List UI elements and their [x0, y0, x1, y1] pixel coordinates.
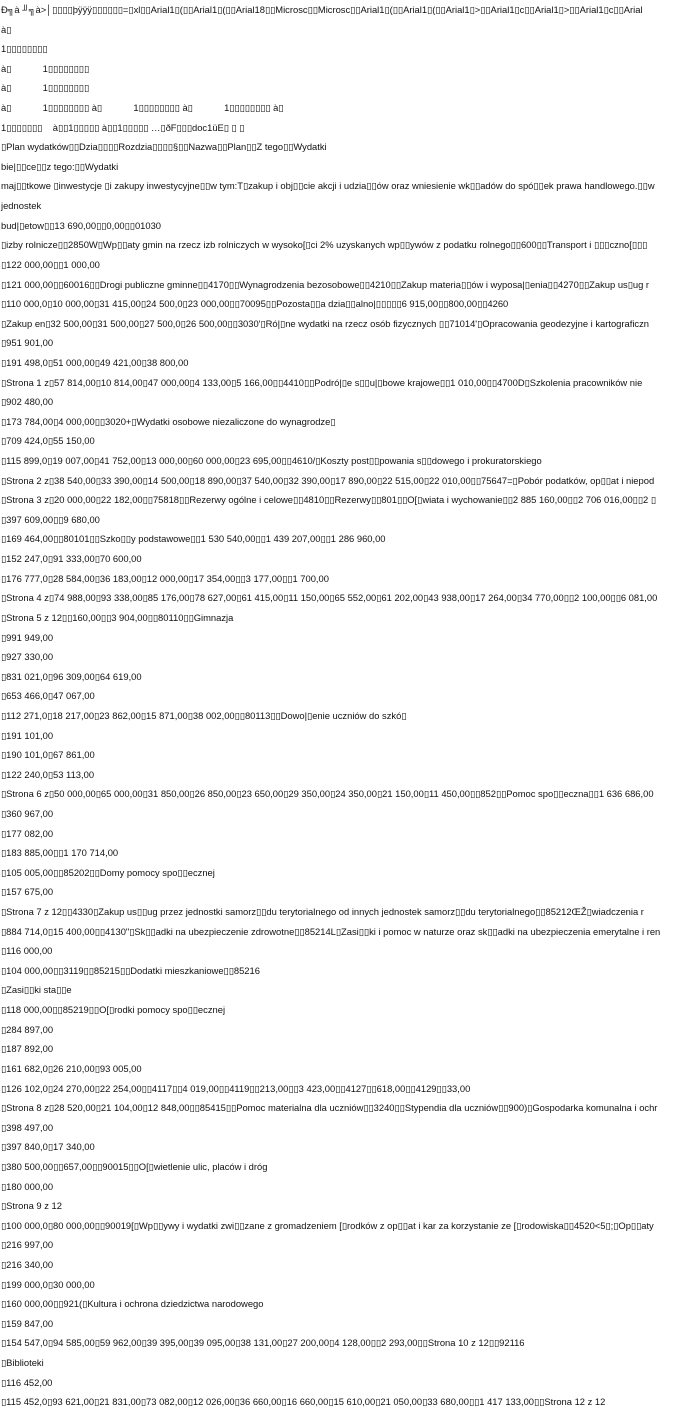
text-line: ▯991 949,00	[1, 631, 54, 643]
text-line: 1▯▯▯▯▯▯▯▯	[1, 43, 48, 55]
text-line: maj▯▯tkowe ▯inwestycje ▯i zakupy inwestycyjne▯▯w tym:T▯zakup i obj▯▯cie akcji i udzia▯▯ów oraz wniesienie wk▯▯adów do spó▯▯ek prawa handlowego.▯▯w	[1, 180, 655, 192]
text-line: 1▯▯▯▯▯▯▯ à▯▯1▯▯▯▯▯ à▯▯1▯▯▯▯▯ …▯ðF▯▯▯doc1üE▯ ▯ ▯	[1, 121, 245, 133]
text-line: bie|▯▯ce▯▯z tego:▯▯Wydatki	[1, 160, 119, 172]
text-line: ▯884 714,0▯15 400,00▯▯4130"▯Sk▯▯adki na ubezpieczenie zdrowotne▯▯85214L▯Zasi▯▯ki i pomoc w naturze oraz sk▯▯adki na ubezpieczenia emerytalne i ren	[1, 925, 661, 937]
text-line: ▯951 901,00	[1, 337, 54, 349]
text-line: ▯927 330,00	[1, 651, 54, 663]
text-line: ▯Strona 8 z▯28 520,00▯21 104,00▯12 848,00▯▯85415▯▯Pomoc materialna dla uczniów▯▯3240▯▯Stypendia dla uczniów▯▯900)▯Gospodarka komunalna i ochr	[1, 1102, 658, 1114]
text-line: ▯Strona 6 z▯50 000,00▯65 000,00▯31 850,00▯26 850,00▯23 650,00▯29 350,00▯24 350,00▯21 150,00▯11 450,00▯▯852▯▯Pomoc spo▯▯eczna▯▯1 636 686,00	[1, 788, 654, 800]
text-line: ▯Strona 9 z 12	[1, 1200, 62, 1212]
text-line: ▯122 240,0▯53 113,00	[1, 768, 95, 780]
text-line: ▯161 682,0▯26 210,00▯93 005,00	[1, 1062, 142, 1074]
text-line: ▯397 840,0▯17 340,00	[1, 1141, 95, 1153]
text-line: ▯159 847,00	[1, 1317, 54, 1329]
text-line: à▯ 1▯▯▯▯▯▯▯▯	[1, 62, 90, 74]
text-line: ▯Strona 3 z▯20 000,00▯22 182,00▯▯75818▯▯Rezerwy ogólne i celowe▯▯4810▯▯Rezerwy▯▯801▯▯O[▯wiata i wychowanie▯▯2 885 160,00▯▯2 706 016,00▯▯2 ▯	[1, 494, 656, 506]
text-line: ▯190 101,0▯67 861,00	[1, 749, 95, 761]
text-line: ▯173 784,00▯4 000,00▯▯3020+▯Wydatki osobowe niezaliczone do wynagrodze▯	[1, 415, 336, 427]
text-line: bud|▯etow▯▯13 690,00▯▯0,00▯▯01030	[1, 219, 162, 231]
text-line: ▯191 101,00	[1, 729, 54, 741]
text-line: ▯380 500,00▯▯657,00▯▯90015▯▯O[▯wietlenie ulic, placów i dróg	[1, 1160, 268, 1172]
text-line: ▯112 271,0▯18 217,00▯23 862,00▯15 871,00▯38 002,00▯▯80113▯▯Dowo|▯enie uczniów do szkó▯	[1, 709, 407, 721]
text-line: ▯397 609,00▯▯9 680,00	[1, 513, 100, 525]
text-line: ▯653 466,0▯47 067,00	[1, 690, 95, 702]
text-line: ▯115 452,0▯93 621,00▯21 831,00▯73 082,00▯12 026,00▯36 660,00▯16 660,00▯15 610,00▯21 050,00▯33 680,00▯▯1 417 133,00▯▯Strona 12 z 12	[1, 1396, 606, 1408]
text-line: ▯284 897,00	[1, 1023, 54, 1035]
text-line: ▯116 452,00	[1, 1376, 53, 1388]
text-line: Ð╗à ╜╗à>│▯▯▯▯þÿÿÿ▯▯▯▯▯▯=▯xl▯▯Arial1▯(▯▯Arial1▯(▯▯Arial18▯▯Microsc▯▯Microsc▯▯Arial1▯(▯▯Arial1▯(▯▯Arial1▯>▯▯Arial1▯c▯▯Arial1▯>▯▯Arial1▯c▯▯Arial	[1, 4, 643, 15]
text-line: ▯Zakup en▯32 500,00▯31 500,00▯27 500,0▯26 500,00▯▯3030'▯Ró|▯ne wydatki na rzecz osób fizycznych ▯▯71014'▯Opracowania geodezyjne i kartograficzn	[1, 317, 650, 329]
text-line: ▯Strona 2 z▯38 540,00▯33 390,00▯14 500,00▯18 890,00▯37 540,00▯32 390,00▯17 890,00▯22 515,00▯22 010,00▯▯75647=▯Pobór podatków, op▯▯at i niepod	[1, 474, 655, 486]
text-line: ▯Zasi▯▯ki sta▯▯e	[1, 984, 72, 996]
text-line: ▯152 247,0▯91 333,00▯70 600,00	[1, 553, 142, 565]
text-line: ▯110 000,0▯10 000,00▯31 415,00▯24 500,0▯23 000,00▯▯70095▯▯Pozosta▯▯a dzia▯▯alno|▯▯▯▯▯6 915,00▯▯800,00▯▯4260	[1, 298, 509, 310]
text-line: ▯398 497,00	[1, 1121, 54, 1133]
text-line: ▯118 000,00▯▯85219▯▯O[▯rodki pomocy spo▯▯ecznej	[1, 1004, 226, 1016]
text-line: ▯183 885,00▯▯1 170 714,00	[1, 847, 119, 859]
text-line: ▯100 000,0▯80 000,00▯▯90019[▯Wp▯▯ywy i wydatki zwi▯▯zane z gromadzeniem [▯rodków z op▯▯at i kar za korzystanie ze [▯rodowiska▯▯4520<5▯;▯Op▯▯aty	[1, 1219, 654, 1231]
text-line: ▯Strona 7 z 12▯▯4330▯Zakup us▯▯ug przez jednostki samorz▯▯du terytorialnego od innych jednostek samorz▯▯du terytorialnego▯▯85212ŒŽ▯wiadczenia r	[1, 906, 644, 918]
text-line: ▯126 102,0▯24 270,00▯22 254,00▯▯4117▯▯4 019,00▯▯4119▯▯213,00▯▯3 423,00▯▯4127▯▯618,00▯▯4129▯▯33,00	[1, 1082, 471, 1094]
text-line: ▯199 000,0▯30 000,00	[1, 1278, 95, 1290]
text-line: ▯831 021,0▯96 309,00▯64 619,00	[1, 670, 142, 682]
text-line: ▯902 480,00	[1, 396, 54, 408]
text-line: ▯709 424,0▯55 150,00	[1, 435, 95, 447]
text-line: ▯216 340,00	[1, 1259, 54, 1270]
text-line: ▯360 967,00	[1, 807, 54, 819]
text-line: ▯187 892,00	[1, 1043, 54, 1055]
text-line: ▯160 000,00▯▯921(▯Kultura i ochrona dziedzictwa narodowego	[1, 1298, 264, 1310]
text-line: ▯180 000,00	[1, 1180, 54, 1192]
text-line: à▯ 1▯▯▯▯▯▯▯▯	[1, 82, 90, 94]
text-line: ▯216 997,00	[1, 1239, 54, 1251]
text-line: ▯177 082,00	[1, 827, 54, 839]
text-line: ▯157 675,00	[1, 886, 54, 898]
text-line: ▯105 005,00▯▯85202▯▯Domy pomocy spo▯▯ecznej	[1, 866, 215, 878]
text-line: ▯Strona 5 z 12▯▯160,00▯▯3 904,00▯▯80110▯▯Gimnazja	[1, 611, 234, 623]
text-line: ▯Strona 4 z▯74 988,00▯93 338,00▯85 176,00▯78 627,00▯61 415,00▯11 150,00▯65 552,00▯61 202,00▯43 938,00▯17 264,00▯34 770,00▯▯2 100,00▯▯6 081,00	[1, 592, 658, 604]
text-line: ▯Biblioteki	[1, 1357, 44, 1369]
text-line: ▯176 777,0▯28 584,00▯36 183,00▯12 000,00▯17 354,00▯▯3 177,00▯▯1 700,00	[1, 572, 329, 584]
text-line: ▯Strona 1 z▯57 814,00▯10 814,00▯47 000,00▯4 133,00▯5 166,00▯▯4410▯▯Podró|▯e s▯▯u|▯bowe krajowe▯▯1 010,00▯▯4700D▯Szkolenia pracowników nie	[1, 376, 643, 388]
text-line: ▯Plan wydatków▯▯Dzia▯▯▯▯Rozdzia▯▯▯▯§▯▯Nazwa▯▯Plan▯▯Z tego▯▯Wydatki	[1, 141, 327, 153]
text-line: ▯izby rolnicze▯▯2850W▯Wp▯▯aty gmin na rzecz izb rolniczych w wysoko[▯ci 2% uzyskanych wp▯▯ywów z podatku rolnego▯▯600▯▯Transport i ▯▯▯czno[▯▯▯	[1, 239, 648, 251]
text-line: jednostek	[1, 200, 42, 212]
text-line: ▯104 000,00▯▯3119▯▯85215▯▯Dodatki mieszkaniowe▯▯85216	[1, 964, 260, 976]
text-line: ▯121 000,00▯▯60016▯▯Drogi publiczne gminne▯▯4170▯▯Wynagrodzenia bezosobowe▯▯4210▯▯Zakup materia▯▯ów i wyposa|▯enia▯▯4270▯▯Zakup us▯ug r	[1, 278, 650, 290]
text-line: ▯116 000,00	[1, 945, 53, 957]
text-line: à▯	[1, 23, 12, 35]
text-line: ▯154 547,0▯94 585,00▯59 962,00▯39 395,00▯39 095,00▯38 131,00▯27 200,00▯4 128,00▯▯2 293,00▯▯Strona 10 z 12▯▯92116	[1, 1337, 525, 1349]
text-line: ▯169 464,00▯▯80101▯▯Szko▯▯y podstawowe▯▯1 530 540,00▯▯1 439 207,00▯▯1 286 960,00	[1, 533, 386, 545]
text-line: ▯115 899,0▯19 007,00▯41 752,00▯13 000,00▯60 000,00▯23 695,00▯▯4610/▯Koszty post▯▯powania s▯▯dowego i prokuratorskiego	[1, 455, 542, 467]
text-line: ▯191 498,0▯51 000,00▯49 421,00▯38 800,00	[1, 356, 189, 368]
text-line: à▯ 1▯▯▯▯▯▯▯▯ à▯ 1▯▯▯▯▯▯▯▯ à▯ 1▯▯▯▯▯▯▯▯ à▯	[1, 102, 284, 114]
text-line: ▯122 000,00▯▯1 000,00	[1, 258, 100, 270]
